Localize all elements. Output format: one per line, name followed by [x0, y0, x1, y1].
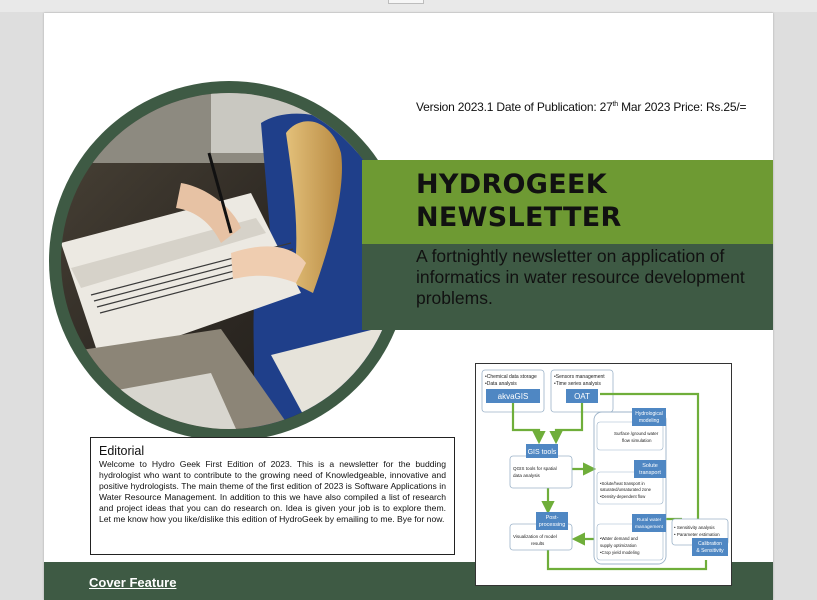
publication-info [416, 100, 746, 114]
hydrological-desc-1: Surface /ground water [614, 431, 659, 436]
post-desc-1: Visualization of model [513, 534, 557, 539]
editorial-box [90, 437, 455, 555]
newsletter-page [44, 13, 773, 600]
solute-label-2: transport [639, 470, 661, 476]
solute-group [597, 460, 666, 504]
gis-desc-2: data analysis [513, 473, 540, 478]
oat-note-2: •Time series analysis [554, 381, 601, 387]
oat-note-1: •Sensors management [554, 374, 605, 380]
solute-label-1: Solute [642, 463, 658, 469]
solute-desc-3: •Density-dependent flow [600, 494, 646, 499]
hydrological-desc-2: flow simulation [622, 438, 652, 443]
solute-desc-2: saturated/unsaturated zone [600, 487, 651, 492]
akvagis-note-1: •Chemical data storage [485, 374, 537, 380]
title-line-2: NEWSLETTER [416, 202, 622, 233]
calibration-desc-2: • Parameter estimation [674, 532, 720, 537]
editorial-heading: Editorial [99, 444, 145, 458]
date-suffix: th [612, 101, 618, 108]
hydrological-label-2: modeling [638, 418, 660, 424]
rural-label-2: management [635, 525, 663, 530]
post-processing-group [510, 512, 572, 550]
cover-photo [61, 93, 397, 429]
viewer-toolbar [0, 0, 817, 12]
newsletter-subtitle: A fortnightly newsletter on application of informatics in water resource development problems. [416, 246, 745, 308]
software-workflow-diagram [475, 363, 732, 586]
version-tail: Mar 2023 Price: Rs.25/= [618, 100, 747, 114]
title-line-1: HYDROGEEK [416, 169, 607, 200]
version-line: Version 2023.1 Date of Publication: 27 [416, 100, 613, 114]
rural-group [597, 514, 666, 560]
rural-desc-2: supply optimization [600, 543, 637, 548]
calibration-group [672, 519, 728, 556]
calibration-desc-1: • Sensitivity analysis [674, 525, 715, 530]
oat-label: OAT [574, 392, 590, 401]
rural-desc-3: •Crop yield modeling [600, 550, 640, 555]
hydrological-group [597, 408, 666, 450]
calibration-label-2: & Sensitivity [696, 548, 724, 554]
gis-tools-group [510, 444, 572, 488]
gis-desc-1: QGIS tools for spatial [513, 466, 557, 471]
post-desc-2: results [531, 541, 545, 546]
rural-desc-1: •Water demand and [600, 536, 638, 541]
solute-desc-1: •Solute/heat transport in [600, 481, 645, 486]
post-processing-label-1: Post- [545, 515, 559, 521]
newsletter-title [416, 168, 622, 234]
akvagis-label: akvaGIS [497, 392, 529, 401]
akvagis-note-2: •Data analysis [485, 381, 517, 387]
gis-tools-label: GIS tools [527, 449, 557, 456]
hydrological-label-1: Hydrological [635, 411, 663, 417]
rural-label-1: Rural water [636, 518, 662, 523]
post-processing-label-2: processing [538, 522, 566, 528]
editorial-body: Welcome to Hydro Geek First Edition of 2023. This is a newsletter for the budding hydrologist who want to contribute to the growing need of Knowledgeable, innovative and positive hydrologists. The main theme of the first edition of 2023 is Software Applications in Water Resource Management. In addition to this we have also compiled a list of research and project ideas that you can do research on. Idea is given your job is to explore them. Let me know how you like/dislike this edition of HydroGeek by emailing to me. Bye for now. [99, 459, 446, 524]
calibration-label-1: Calibration [698, 541, 722, 547]
toolbar-handle[interactable] [388, 0, 424, 4]
cover-feature-link[interactable]: Cover Feature [89, 575, 177, 590]
